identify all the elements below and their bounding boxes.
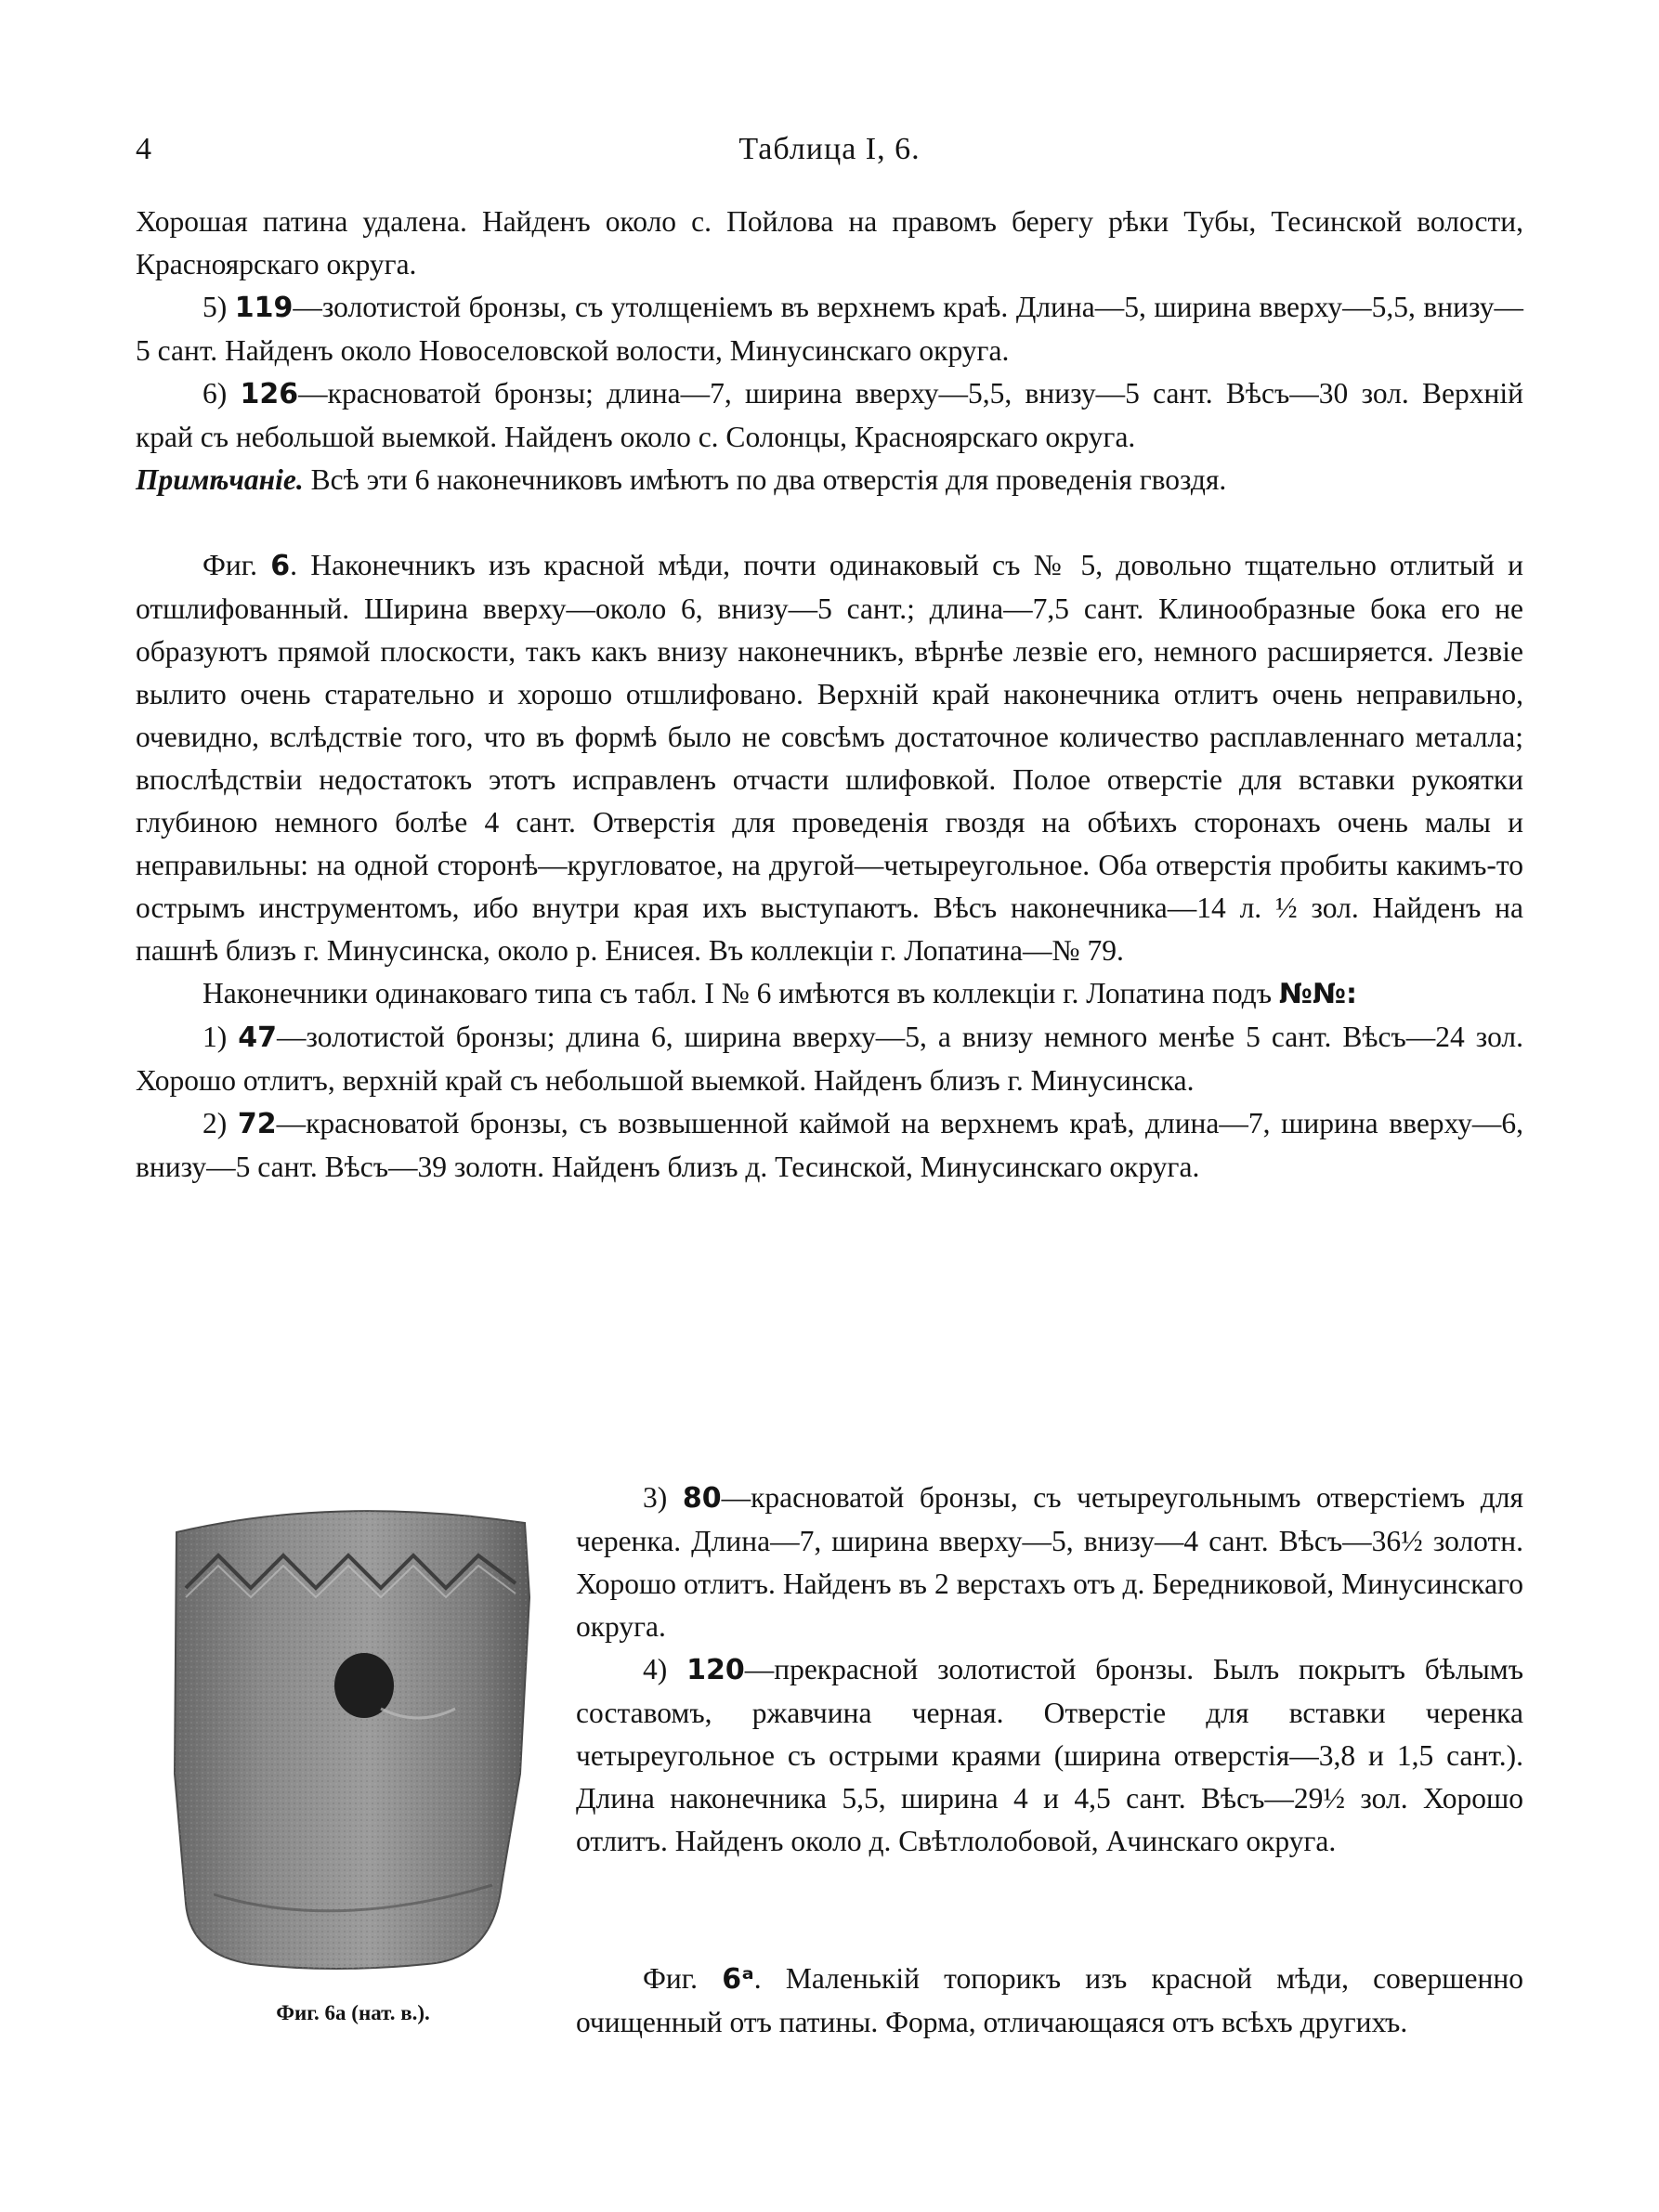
paragraph-text: 2) bbox=[202, 1107, 238, 1139]
item-number: 6ᵃ bbox=[722, 1963, 754, 1996]
paragraph-text: 4) bbox=[643, 1653, 687, 1685]
paragraph bbox=[136, 972, 1523, 1016]
paragraph-text: . Наконечникъ изъ красной мѣди, почти одинаковый съ № 5, довольно тщательно отлитый и отшлифованный. Ширина вверху—около 6, внизу—5 сант.; длина—7,5 сант. Клинообразные бока его не образуютъ прямой плоскости, такъ какъ внизу наконечникъ, вѣрнѣе лезвіе его, немного расширяется. Лезвіе вылито очень старательно и хорошо отшлифовано. Верхній край наконечника отлитъ очень неправильно, очевидно, вслѣдствіе того, что въ формѣ было не совсѣмъ достаточное количество расплавленнаго металла; впослѣдствіи недостатокъ этотъ исправленъ отчасти шлифовкой. Полое отверстіе для вставки рукоятки глубиною немного болѣе 4 сант. Отверстія для проведенія гвоздя на обѣихъ сторонахъ очень малы и неправильны: на одной сторонѣ—кругловатое, на другой—четыреугольное. Оба отверстія пробиты какимъ-то острымъ инструментомъ, ибо внутри края ихъ выступаютъ. Вѣсъ наконечника—14 л. ½ зол. Найденъ на пашнѣ близъ г. Минусинска, около р. Енисея. Въ коллекціи г. Лопатина—№ 79. bbox=[136, 549, 1523, 967]
paragraph bbox=[136, 201, 1523, 286]
paragraph bbox=[136, 286, 1523, 372]
paragraph-gap bbox=[136, 501, 1523, 544]
item-number: 80 bbox=[682, 1482, 722, 1515]
paragraph bbox=[136, 1016, 1523, 1102]
item-number: 119 bbox=[234, 292, 294, 324]
text-block-bottom bbox=[576, 1958, 1523, 2044]
item-number: 6 bbox=[270, 550, 291, 582]
paragraph-text: 1) bbox=[202, 1021, 239, 1053]
item-number: 72 bbox=[237, 1108, 277, 1140]
paragraph bbox=[576, 1958, 1523, 2044]
paragraph-text: 3) bbox=[643, 1481, 683, 1514]
paragraph bbox=[576, 1477, 1523, 1648]
paragraph-text: —красноватой бронзы, съ возвышенной каймой на верхнемъ краѣ, длина—7, ширина вверху—6, внизу—5 сант. Вѣсъ—39 золотн. Найденъ близъ д. Тесинской, Минусинскаго округа. bbox=[136, 1107, 1523, 1183]
paragraph-text: Фиг. bbox=[202, 549, 271, 581]
text-block-right bbox=[576, 1477, 1523, 1863]
paragraph bbox=[136, 372, 1523, 459]
paragraph-text: —прекрасной золотистой бронзы. Былъ покрытъ бѣлымъ составомъ, ржавчина черная. Отверстіе для вставки черенка четыреугольное съ острыми краями (ширина отверстія—3,8 и 1,5 сант.). Длина наконечника 5,5, ширина 4 и 4,5 сант. Вѣсъ—29½ зол. Хорошо отлитъ. Найденъ около д. Свѣтлолобовой, Ачинскаго округа. bbox=[576, 1653, 1523, 1857]
axe-photo-icon bbox=[149, 1495, 557, 1978]
item-number: №№: bbox=[1278, 978, 1358, 1010]
item-number: 120 bbox=[686, 1654, 745, 1686]
text-block-top bbox=[136, 201, 1523, 1189]
item-number: 47 bbox=[238, 1021, 278, 1054]
note-label: Примѣчаніе. bbox=[136, 463, 304, 496]
paragraph-text: —красноватой бронзы, съ четыреугольнымъ отверстіемъ для черенка. Длина—7, ширина вверху—5, внизу—4 сант. Вѣсъ—36½ золотн. Хорошо отлитъ. Найденъ въ 2 верстахъ отъ д. Бередниковой, Минусинскаго округа. bbox=[576, 1481, 1523, 1643]
paragraph-text: Всѣ эти 6 наконечниковъ имѣютъ по два отверстія для проведенія гвоздя. bbox=[303, 463, 1227, 496]
paragraph bbox=[576, 1648, 1523, 1863]
page-number: 4 bbox=[136, 132, 151, 166]
running-head: Таблица I, 6. bbox=[738, 132, 921, 166]
paragraph bbox=[136, 544, 1523, 972]
paragraph-text: 5) bbox=[202, 291, 235, 323]
paragraph-text: —золотистой бронзы; длина 6, ширина вверху—5, а внизу немного менѣе 5 сант. Вѣсъ—24 зол. Хорошо отлитъ, верхній край съ небольшой выемкой. Найденъ близъ г. Минусинска. bbox=[136, 1021, 1523, 1097]
item-number: 126 bbox=[240, 378, 299, 410]
figure-axe-image bbox=[149, 1495, 557, 1978]
paragraph-text: —красноватой бронзы; длина—7, ширина вверху—5,5, внизу—5 сант. Вѣсъ—30 зол. Верхній край съ небольшой выемкой. Найденъ около с. Солонцы, Красноярскаго округа. bbox=[136, 377, 1523, 453]
paragraph-text: Хорошая патина удалена. Найденъ около с. Пойлова на правомъ берегу рѣки Тубы, Тесинской волости, Красноярскаго округа. bbox=[136, 205, 1523, 280]
paragraph-text: Наконечники одинаковаго типа съ табл. I № 6 имѣются въ коллекціи г. Лопатина подъ bbox=[202, 977, 1279, 1009]
paragraph-text: —золотистой бронзы, съ утолщеніемъ въ верхнемъ краѣ. Длина—5, ширина вверху—5,5, внизу—5 сант. Найденъ около Новоселовской волости, Минусинскаго округа. bbox=[136, 291, 1523, 367]
note-paragraph bbox=[136, 459, 1523, 501]
paragraph-text: 6) bbox=[202, 377, 241, 410]
paragraph bbox=[136, 1102, 1523, 1189]
paragraph-text: Фиг. bbox=[643, 1962, 723, 1995]
paragraph-text: . Маленькій топорикъ изъ красной мѣди, совершенно очищенный отъ патины. Форма, отличающаяся отъ всѣхъ другихъ. bbox=[576, 1962, 1523, 2038]
figure-caption: Фиг. 6а (нат. в.). bbox=[276, 2001, 430, 2024]
